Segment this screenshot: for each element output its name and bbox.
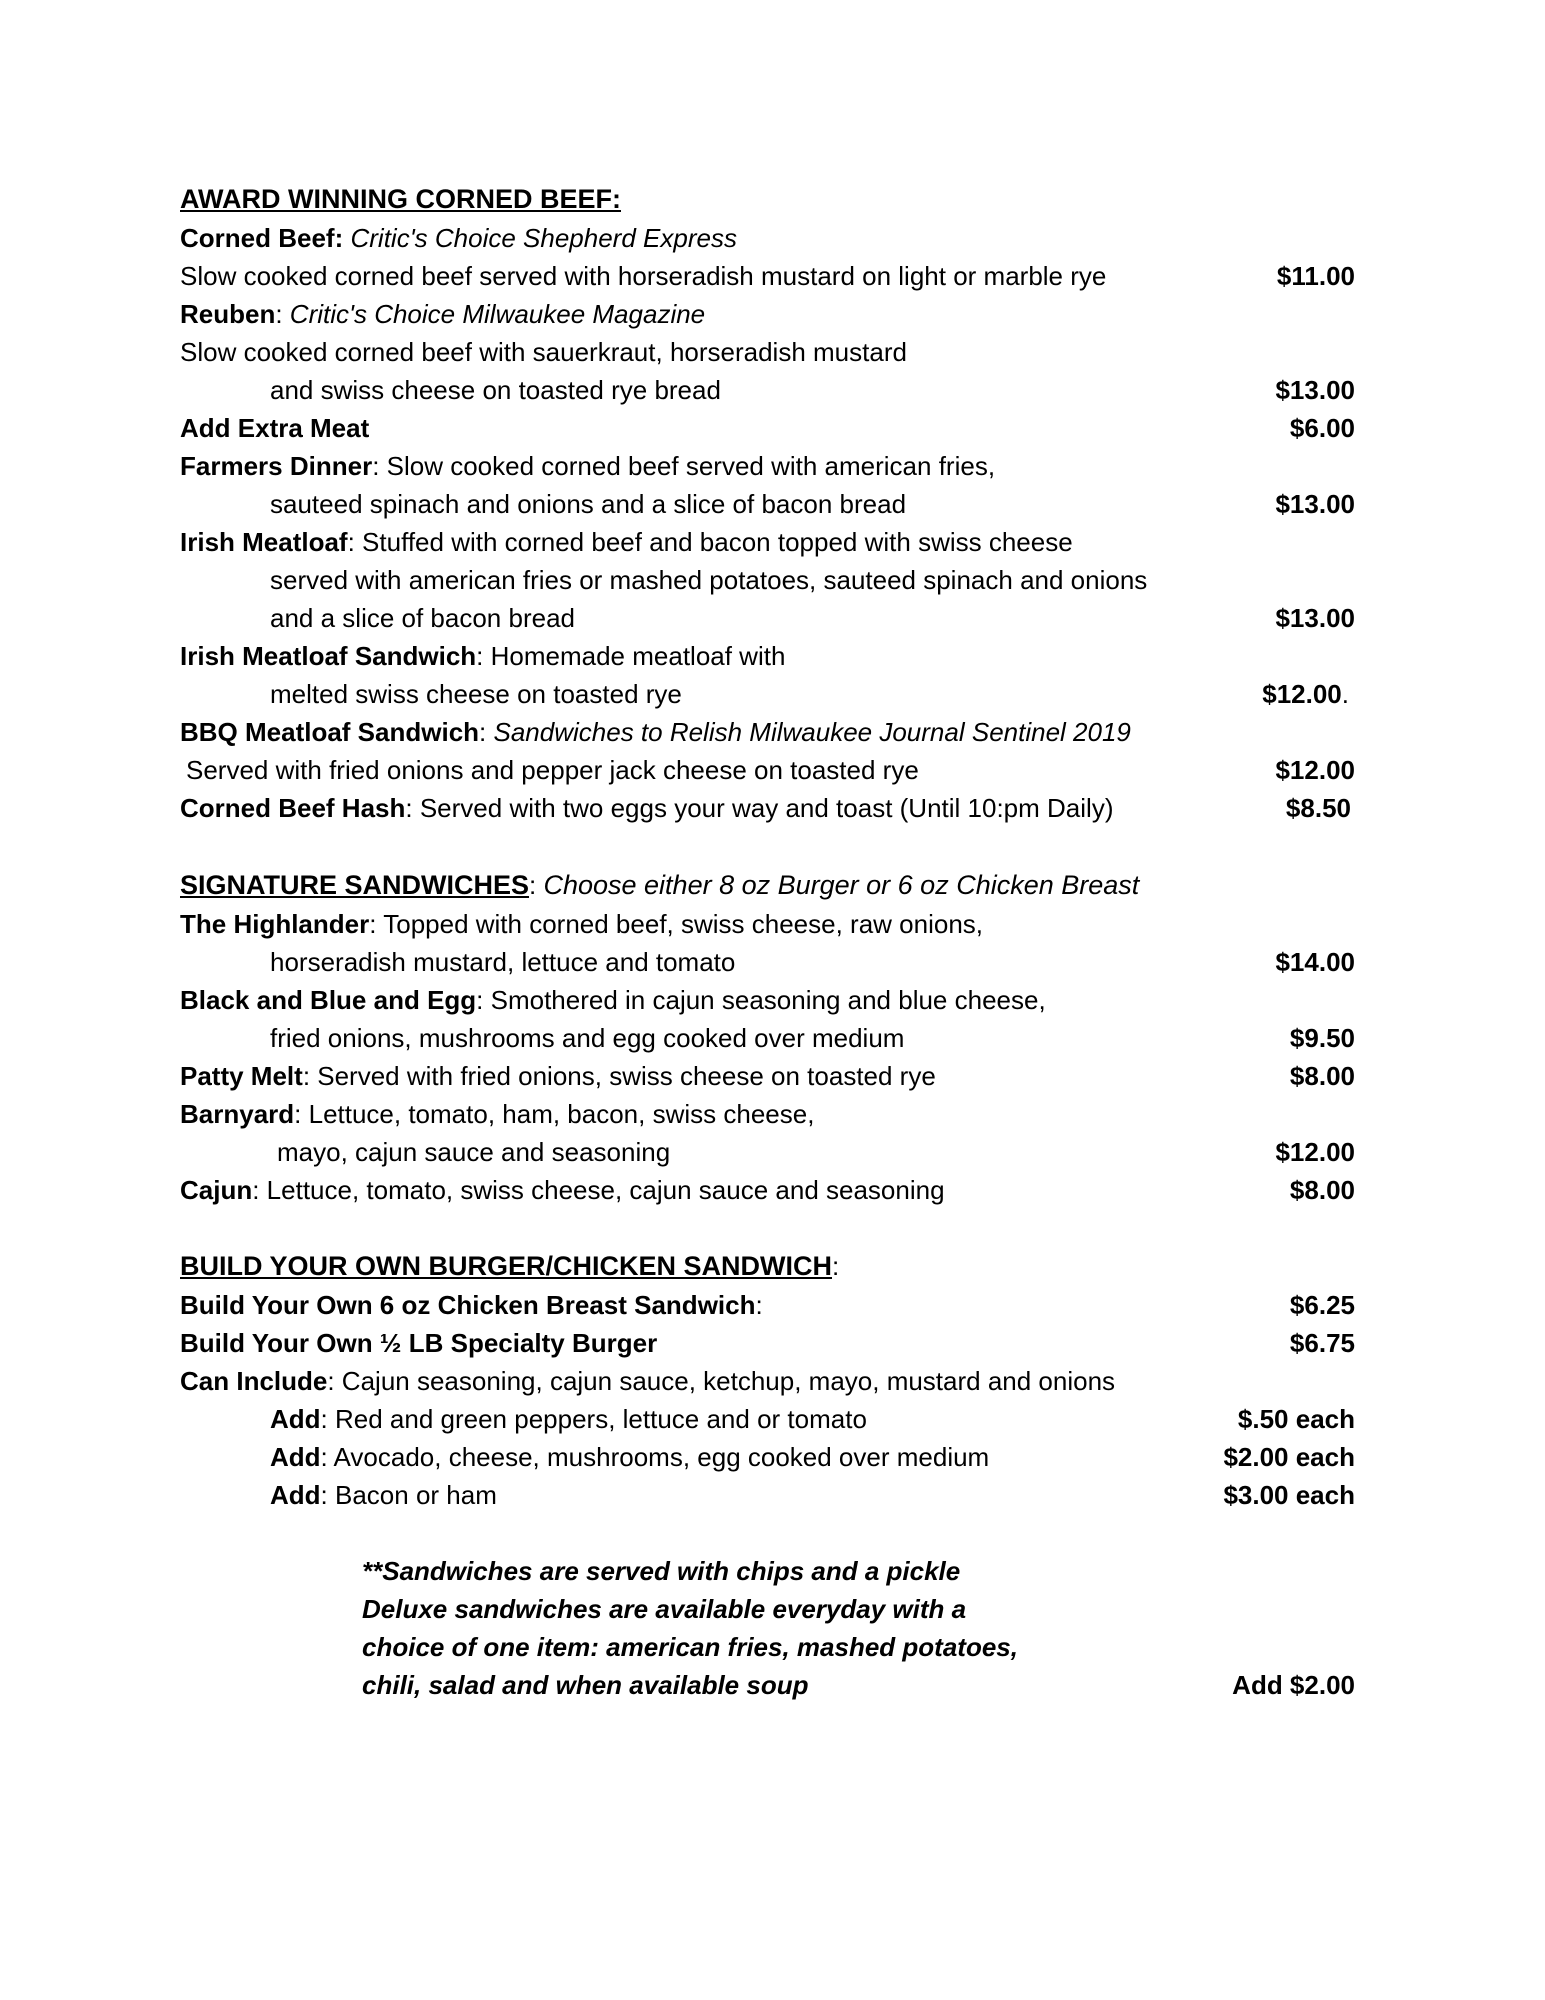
item-description: and a slice of bacon bread bbox=[270, 603, 575, 633]
item-price: $2.00 each bbox=[1223, 1442, 1355, 1472]
item-price: $14.00 bbox=[1275, 947, 1355, 977]
menu-item-black-blue-egg-desc bbox=[180, 1019, 1355, 1057]
menu-item-build-chicken: Build Your Own 6 oz Chicken Breast Sandwich: $6.25 bbox=[180, 1286, 1355, 1324]
item-description: Served with fried onions and pepper jack cheese on toasted rye bbox=[186, 755, 919, 785]
item-description: : Bacon or ham bbox=[320, 1480, 497, 1510]
item-name: Corned Beef: bbox=[180, 223, 344, 253]
menu-item-highlander bbox=[180, 905, 1355, 943]
item-name: Farmers Dinner bbox=[180, 451, 373, 481]
item-price: $11.00 bbox=[1276, 261, 1355, 291]
item-name: Cajun bbox=[180, 1175, 253, 1205]
item-award: Critic's Choice Shepherd Express bbox=[350, 223, 737, 253]
build-add-2 bbox=[180, 1438, 1355, 1476]
item-name: The Highlander bbox=[180, 909, 370, 939]
menu-item-farmers-dinner bbox=[180, 447, 1355, 485]
menu-item-cajun bbox=[180, 1171, 1355, 1209]
item-price: $8.50 bbox=[1285, 793, 1351, 823]
add-label: Add bbox=[270, 1404, 321, 1434]
item-name: Can Include bbox=[180, 1366, 328, 1396]
note-text: Deluxe sandwiches are available everyday with a bbox=[362, 1594, 967, 1624]
signature-heading: SIGNATURE SANDWICHES: Choose either 8 oz Burger or 6 oz Chicken Breast bbox=[180, 870, 1140, 900]
item-description: : Red and green peppers, lettuce and or tomato bbox=[320, 1404, 867, 1434]
item-award: Sandwiches to Relish Milwaukee Journal Sentinel 2019 bbox=[493, 717, 1131, 747]
note-text: **Sandwiches are served with chips and a pickle bbox=[362, 1556, 961, 1586]
item-name: BBQ Meatloaf Sandwich bbox=[180, 717, 480, 747]
item-price: $12.00. bbox=[1262, 679, 1349, 709]
menu-item-corned-beef-hash bbox=[180, 789, 1355, 827]
item-price: $13.00 bbox=[1275, 603, 1355, 633]
item-description: : Homemade meatloaf with bbox=[476, 641, 786, 671]
menu-item-bbq-meatloaf-desc bbox=[180, 751, 1355, 789]
item-description: Slow cooked corned beef with sauerkraut, horseradish mustard bbox=[180, 337, 907, 367]
item-description: : Served with two eggs your way and toast (Until 10:pm Daily) bbox=[405, 793, 1114, 823]
item-description: : Lettuce, tomato, ham, bacon, swiss cheese, bbox=[294, 1099, 815, 1129]
menu-item-reuben-desc-2 bbox=[180, 371, 1355, 409]
item-price: $13.00 bbox=[1275, 489, 1355, 519]
item-description: : Avocado, cheese, mushrooms, egg cooked over medium bbox=[320, 1442, 990, 1472]
item-price: $.50 each bbox=[1237, 1404, 1355, 1434]
menu-item-highlander-desc bbox=[180, 943, 1355, 981]
item-description: mayo, cajun sauce and seasoning bbox=[277, 1137, 671, 1167]
item-description: served with american fries or mashed potatoes, sauteed spinach and onions bbox=[270, 565, 1148, 595]
item-name: Corned Beef Hash bbox=[180, 793, 406, 823]
item-description: : Smothered in cajun seasoning and blue cheese, bbox=[476, 985, 1046, 1015]
build-add-3 bbox=[180, 1476, 1355, 1514]
item-name: Patty Melt bbox=[180, 1061, 303, 1091]
menu-item-patty-melt bbox=[180, 1057, 1355, 1095]
item-price: $3.00 each bbox=[1223, 1480, 1355, 1510]
build-heading: BUILD YOUR OWN BURGER/CHICKEN SANDWICH: bbox=[180, 1251, 840, 1281]
item-price: $12.00 bbox=[1275, 755, 1355, 785]
item-price: $13.00 bbox=[1275, 375, 1355, 405]
section-subheading: Choose either 8 oz Burger or 6 oz Chicken Breast bbox=[543, 870, 1140, 900]
item-description: : Stuffed with corned beef and bacon topped with swiss cheese bbox=[347, 527, 1073, 557]
item-name: Reuben bbox=[180, 299, 276, 329]
item-description: Slow cooked corned beef served with horseradish mustard on light or marble rye bbox=[180, 261, 1107, 291]
note-line-4 bbox=[180, 1666, 1355, 1704]
item-price: $9.50 bbox=[1289, 1023, 1355, 1053]
note-line-1 bbox=[180, 1552, 1355, 1590]
item-name: Barnyard bbox=[180, 1099, 295, 1129]
build-can-include bbox=[180, 1362, 1355, 1400]
corned-beef-heading bbox=[180, 180, 1355, 218]
note-line-3 bbox=[180, 1628, 1355, 1666]
item-price: $6.25 bbox=[1289, 1290, 1355, 1320]
item-award: Critic's Choice Milwaukee Magazine bbox=[289, 299, 706, 329]
item-price: $8.00 bbox=[1289, 1061, 1355, 1091]
menu-item-reuben-desc bbox=[180, 333, 1355, 371]
item-description: : Served with fried onions, swiss cheese on toasted rye bbox=[302, 1061, 936, 1091]
item-description: sauteed spinach and onions and a slice of bacon bread bbox=[270, 489, 907, 519]
menu-item-irish-meatloaf-desc-3 bbox=[180, 599, 1355, 637]
menu-item-build-burger bbox=[180, 1324, 1355, 1362]
item-description: fried onions, mushrooms and egg cooked over medium bbox=[270, 1023, 905, 1053]
item-name: Build Your Own 6 oz Chicken Breast Sandwich bbox=[180, 1290, 756, 1320]
menu-item-barnyard bbox=[180, 1095, 1355, 1133]
item-description: and swiss cheese on toasted rye bread bbox=[270, 375, 721, 405]
menu-item-irish-meatloaf bbox=[180, 523, 1355, 561]
menu-item-reuben-title: Reuben: Critic's Choice Milwaukee Magazine bbox=[180, 299, 706, 329]
item-name: Build Your Own ½ LB Specialty Burger bbox=[180, 1328, 658, 1358]
item-description: melted swiss cheese on toasted rye bbox=[270, 679, 682, 709]
menu-item-irish-meatloaf-desc-2 bbox=[180, 561, 1355, 599]
note-text: chili, salad and when available soup bbox=[362, 1670, 809, 1700]
menu-item-bbq-meatloaf: BBQ Meatloaf Sandwich: Sandwiches to Relish Milwaukee Journal Sentinel 2019 bbox=[180, 717, 1131, 747]
note-price: Add $2.00 bbox=[1232, 1670, 1355, 1700]
section-heading: AWARD WINNING CORNED BEEF: bbox=[180, 184, 621, 214]
menu-item-barnyard-desc bbox=[180, 1133, 1355, 1171]
item-price: $6.00 bbox=[1289, 413, 1355, 443]
add-label: Add bbox=[270, 1480, 321, 1510]
menu-item-extra-meat bbox=[180, 409, 1355, 447]
item-price: $12.00 bbox=[1275, 1137, 1355, 1167]
menu-item-meatloaf-sandwich-desc bbox=[180, 675, 1355, 713]
section-heading: SIGNATURE SANDWICHES bbox=[180, 870, 530, 900]
menu-item-black-blue-egg bbox=[180, 981, 1355, 1019]
item-name: Irish Meatloaf bbox=[180, 527, 348, 557]
add-label: Add bbox=[270, 1442, 321, 1472]
menu-item-corned-beef-title bbox=[180, 219, 1355, 257]
item-price: $8.00 bbox=[1289, 1175, 1355, 1205]
item-description: : Topped with corned beef, swiss cheese, raw onions, bbox=[369, 909, 984, 939]
item-name: Irish Meatloaf Sandwich bbox=[180, 641, 477, 671]
menu-item-meatloaf-sandwich bbox=[180, 637, 1355, 675]
menu-item-farmers-dinner-desc bbox=[180, 485, 1355, 523]
note-text: choice of one item: american fries, mashed potatoes, bbox=[362, 1632, 1018, 1662]
item-name: Black and Blue and Egg bbox=[180, 985, 477, 1015]
item-description: : Lettuce, tomato, swiss cheese, cajun sauce and seasoning bbox=[252, 1175, 945, 1205]
item-description: : Slow cooked corned beef served with american fries, bbox=[372, 451, 996, 481]
note-line-2 bbox=[180, 1590, 1355, 1628]
menu-item-corned-beef-desc bbox=[180, 257, 1355, 295]
item-name: Add Extra Meat bbox=[180, 413, 370, 443]
item-price: $6.75 bbox=[1289, 1328, 1355, 1358]
section-heading: BUILD YOUR OWN BURGER/CHICKEN SANDWICH bbox=[180, 1251, 832, 1281]
build-add-1 bbox=[180, 1400, 1355, 1438]
item-description: horseradish mustard, lettuce and tomato bbox=[270, 947, 736, 977]
item-description: : Cajun seasoning, cajun sauce, ketchup, mayo, mustard and onions bbox=[327, 1366, 1116, 1396]
